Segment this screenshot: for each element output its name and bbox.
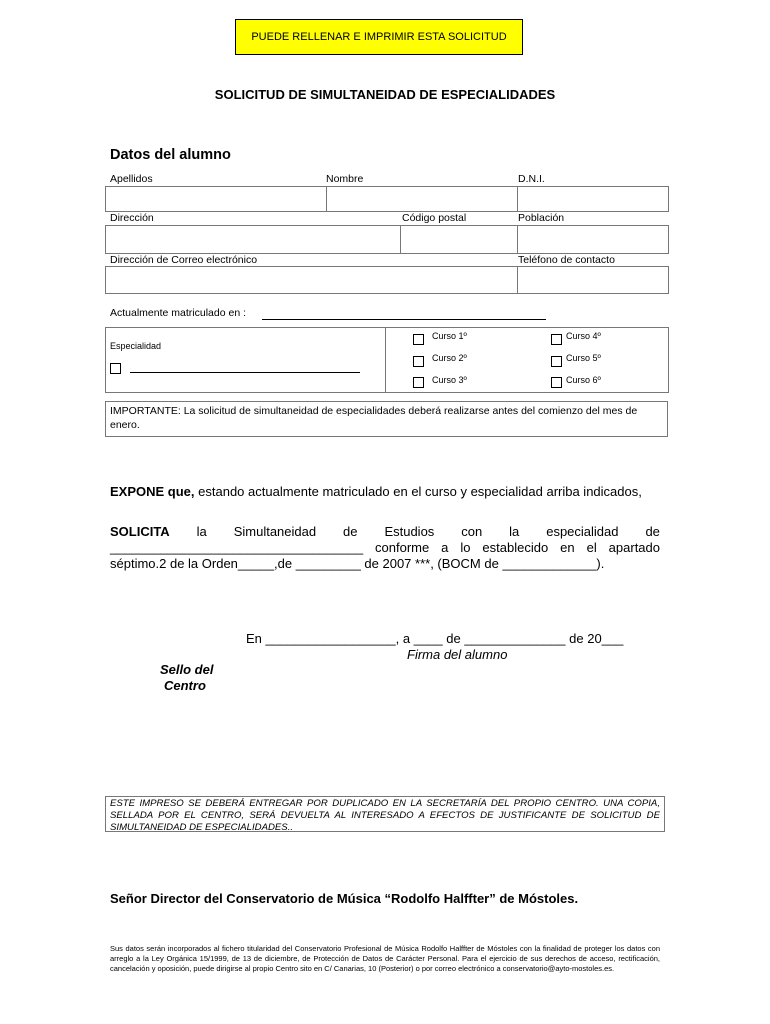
curso-5-label: Curso 5º (566, 353, 601, 363)
importante-note: IMPORTANTE: La solicitud de simultaneidad de especialidades deberá realizarse antes del comienzo del mes de enero. (105, 401, 668, 437)
section-title: Datos del alumno (110, 147, 231, 163)
especialidad-label: Especialidad (110, 341, 162, 351)
curso-1-label: Curso 1º (432, 331, 467, 341)
direccion-label: Dirección (110, 212, 154, 224)
entrega-notice: ESTE IMPRESO SE DEBERÁ ENTREGAR POR DUPLICADO EN LA SECRETARÍA DEL PROPIO CENTRO. UNA COPIA, SELLADA POR EL CENTRO, SERÁ DEVUELTA AL INTERESADO A EFECTOS DE JUSTIFICANTE DE SOLICITUD DE SIMULTANEIDAD DE ESPECIALIDADES.. (105, 796, 665, 832)
apellidos-field[interactable] (105, 186, 327, 212)
dni-label: D.N.I. (518, 173, 545, 185)
direccion-field[interactable] (105, 225, 401, 254)
solicita-word: con (461, 524, 483, 539)
matriculado-line[interactable] (262, 306, 546, 320)
curso-1-checkbox[interactable] (413, 334, 424, 345)
nombre-label: Nombre (326, 173, 364, 185)
codigo-postal-label: Código postal (402, 212, 467, 224)
solicita-bold: SOLICITA (110, 524, 170, 539)
telefono-label: Teléfono de contacto (518, 254, 615, 266)
matriculado-label: Actualmente matriculado en : (110, 307, 246, 319)
curso-4-label: Curso 4º (566, 331, 601, 341)
curso-3-label: Curso 3º (432, 375, 467, 385)
curso-3-checkbox[interactable] (413, 377, 424, 388)
curso-6-label: Curso 6º (566, 375, 601, 385)
sello-label-2: Centro (164, 678, 206, 693)
dni-field[interactable] (517, 186, 669, 212)
solicita-word: de (343, 524, 358, 539)
solicita-word: Simultaneidad (233, 524, 317, 539)
expone-bold: EXPONE que, (110, 484, 195, 499)
solicita-line-3: séptimo.2 de la Orden_____,de _________ de 2007 ***, (BOCM de _____________). (110, 556, 605, 571)
firma-label: Firma del alumno (407, 647, 508, 662)
apellidos-label: Apellidos (110, 173, 153, 185)
form-title: SOLICITUD DE SIMULTANEIDAD DE ESPECIALIDADES (214, 87, 556, 102)
email-label: Dirección de Correo electrónico (110, 254, 258, 266)
solicita-word: especialidad (546, 524, 619, 539)
expone-paragraph (110, 484, 660, 500)
privacy-footer: Sus datos serán incorporados al fichero titularidad del Conservatorio Profesional de Música Rodolfo Halffter de Móstoles con la finalidad de proteger los datos con arreglo a la Ley Orgánica 15/1999, de 13 de diciembre, de Protección de Datos de Carácter Personal. Para el ejercicio de sus derechos de acceso, rectificación, cancelación y oposición, puede dirigirse al propio Centro sito en C/ Canarias, 10 (Posterior) o por correo electrónico a conservatorio@ayto-mostoles.es. (110, 944, 660, 973)
email-field[interactable] (105, 266, 518, 294)
solicita-word: Estudios (384, 524, 435, 539)
destinatario: Señor Director del Conservatorio de Música “Rodolfo Halffter” de Móstoles. (110, 891, 579, 906)
poblacion-label: Población (518, 212, 565, 224)
solicita-word: la (509, 524, 520, 539)
curso-6-checkbox[interactable] (551, 377, 562, 388)
codigo-postal-field[interactable] (400, 225, 518, 254)
sello-label-1: Sello del (160, 662, 214, 677)
nombre-field[interactable] (326, 186, 518, 212)
curso-2-label: Curso 2º (432, 353, 467, 363)
fill-print-banner: PUEDE RELLENAR E IMPRIMIR ESTA SOLICITUD (235, 19, 523, 55)
solicita-word: de (645, 524, 660, 539)
curso-5-checkbox[interactable] (551, 356, 562, 367)
solicita-line-1 (110, 524, 660, 540)
telefono-field[interactable] (517, 266, 669, 294)
expone-text: estando actualmente matriculado en el curso y especialidad arriba indicados, (194, 484, 642, 499)
especialidad-line[interactable] (130, 361, 360, 373)
solicita-line-2: ___________________________________ conforme a lo establecido en el apartado (110, 540, 660, 555)
curso-4-checkbox[interactable] (551, 334, 562, 345)
poblacion-field[interactable] (517, 225, 669, 254)
especialidad-divider (385, 328, 386, 392)
curso-2-checkbox[interactable] (413, 356, 424, 367)
especialidad-checkbox[interactable] (110, 363, 121, 374)
fecha-line: En __________________, a ____ de ______________ de 20___ (246, 631, 624, 646)
solicita-word: la (196, 524, 207, 539)
